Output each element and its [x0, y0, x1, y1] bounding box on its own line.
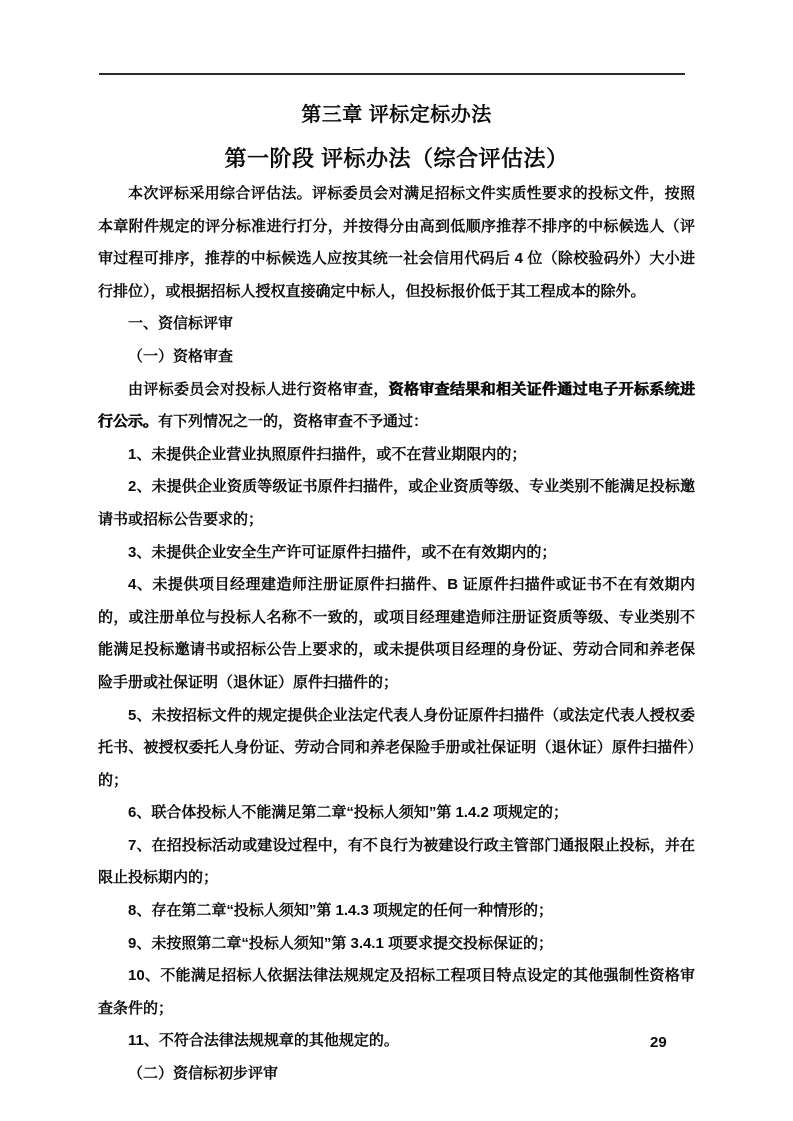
qualification-item-6: 6、联合体投标人不能满足第二章“投标人须知”第 1.4.2 项规定的；	[128, 804, 569, 822]
qualification-item-5: 5、未按招标文件的规定提供企业法定代表人身份证原件扫描件（或法定代表人授权委托书、被授权委托人身份证、劳动合同和养老保险手册或社保证明（退休证）原件扫描件）的；	[98, 706, 695, 789]
qualification-item-9: 9、未按照第二章“投标人须知”第 3.4.1 项要求提交投标保证的；	[128, 934, 554, 952]
subsection-heading-preliminary-review: （二）资信标初步评审	[128, 1065, 279, 1083]
qualification-item-1: 1、未提供企业营业执照原件扫描件，或不在营业期限内的；	[128, 445, 527, 463]
qualification-item-10: 10、不能满足招标人依据法律法规规定及招标工程项目特点设定的其他强制性资格审查条件的；	[98, 967, 695, 1017]
qualification-intro-tail: 有下列情况之一的，资格审查不予通过：	[158, 413, 429, 431]
qualification-item-7: 7、在招投标活动或建设过程中，有不良行为被建设行政主管部门通报限止投标，并在限止投标期内的；	[98, 836, 695, 887]
page-number: 29	[650, 1034, 667, 1051]
chapter-title: 第三章 评标定标办法	[301, 104, 492, 126]
intro-paragraph: 本次评标采用综合评估法。评标委员会对满足招标文件实质性要求的投标文件，按照本章附件规定的评分标准进行打分，并按得分由高到低顺序推荐不排序的中标候选人（评审过程可排序，推荐的中标候选人应按其统一社会信用代码后 4 位（除校验码外）大小进行排位），或根据招标人授权直接确定中标人，但投标报价低于其工程成本的除外。	[98, 185, 695, 300]
qualification-intro-emphasis: 资格审查结果和相关证件通过电子开标系统进行公示。	[98, 380, 695, 431]
qualification-item-2: 2、未提供企业资质等级证书原件扫描件，或企业资质等级、专业类别不能满足投标邀请书或招标公告要求的；	[98, 478, 695, 528]
subsection-heading-qualification-check: （一）资格审查	[128, 347, 234, 365]
qualification-item-4: 4、未提供项目经理建造师注册证原件扫描件、B 证原件扫描件或证书不在有效期内的，或注册单位与投标人名称不一致的，或项目经理建造师注册证资质等级、专业类别不能满足投标邀请书或招标公告上要求的，或未提供项目经理的身份证、劳动合同和养老保险手册或社保证明（退休证）原件扫描件的；	[98, 576, 695, 691]
section-heading-credit-review: 一、资信标评审	[128, 315, 234, 333]
document-body	[98, 178, 695, 1091]
qualification-intro-normal: 由评标委员会对投标人进行资格审查，	[128, 380, 389, 398]
stage-subtitle: 第一阶段 评标办法（综合评估法）	[224, 146, 569, 171]
qualification-intro-paragraph	[98, 374, 695, 439]
qualification-item-3: 3、未提供企业安全生产许可证原件扫描件，或不在有效期内的；	[128, 543, 557, 561]
page-content	[98, 75, 695, 1091]
qualification-item-11: 11、不符合法律法规规章的其他规定的。	[128, 1032, 399, 1050]
qualification-item-8: 8、存在第二章“投标人须知”第 1.4.3 项规定的任何一种情形的；	[128, 902, 554, 920]
